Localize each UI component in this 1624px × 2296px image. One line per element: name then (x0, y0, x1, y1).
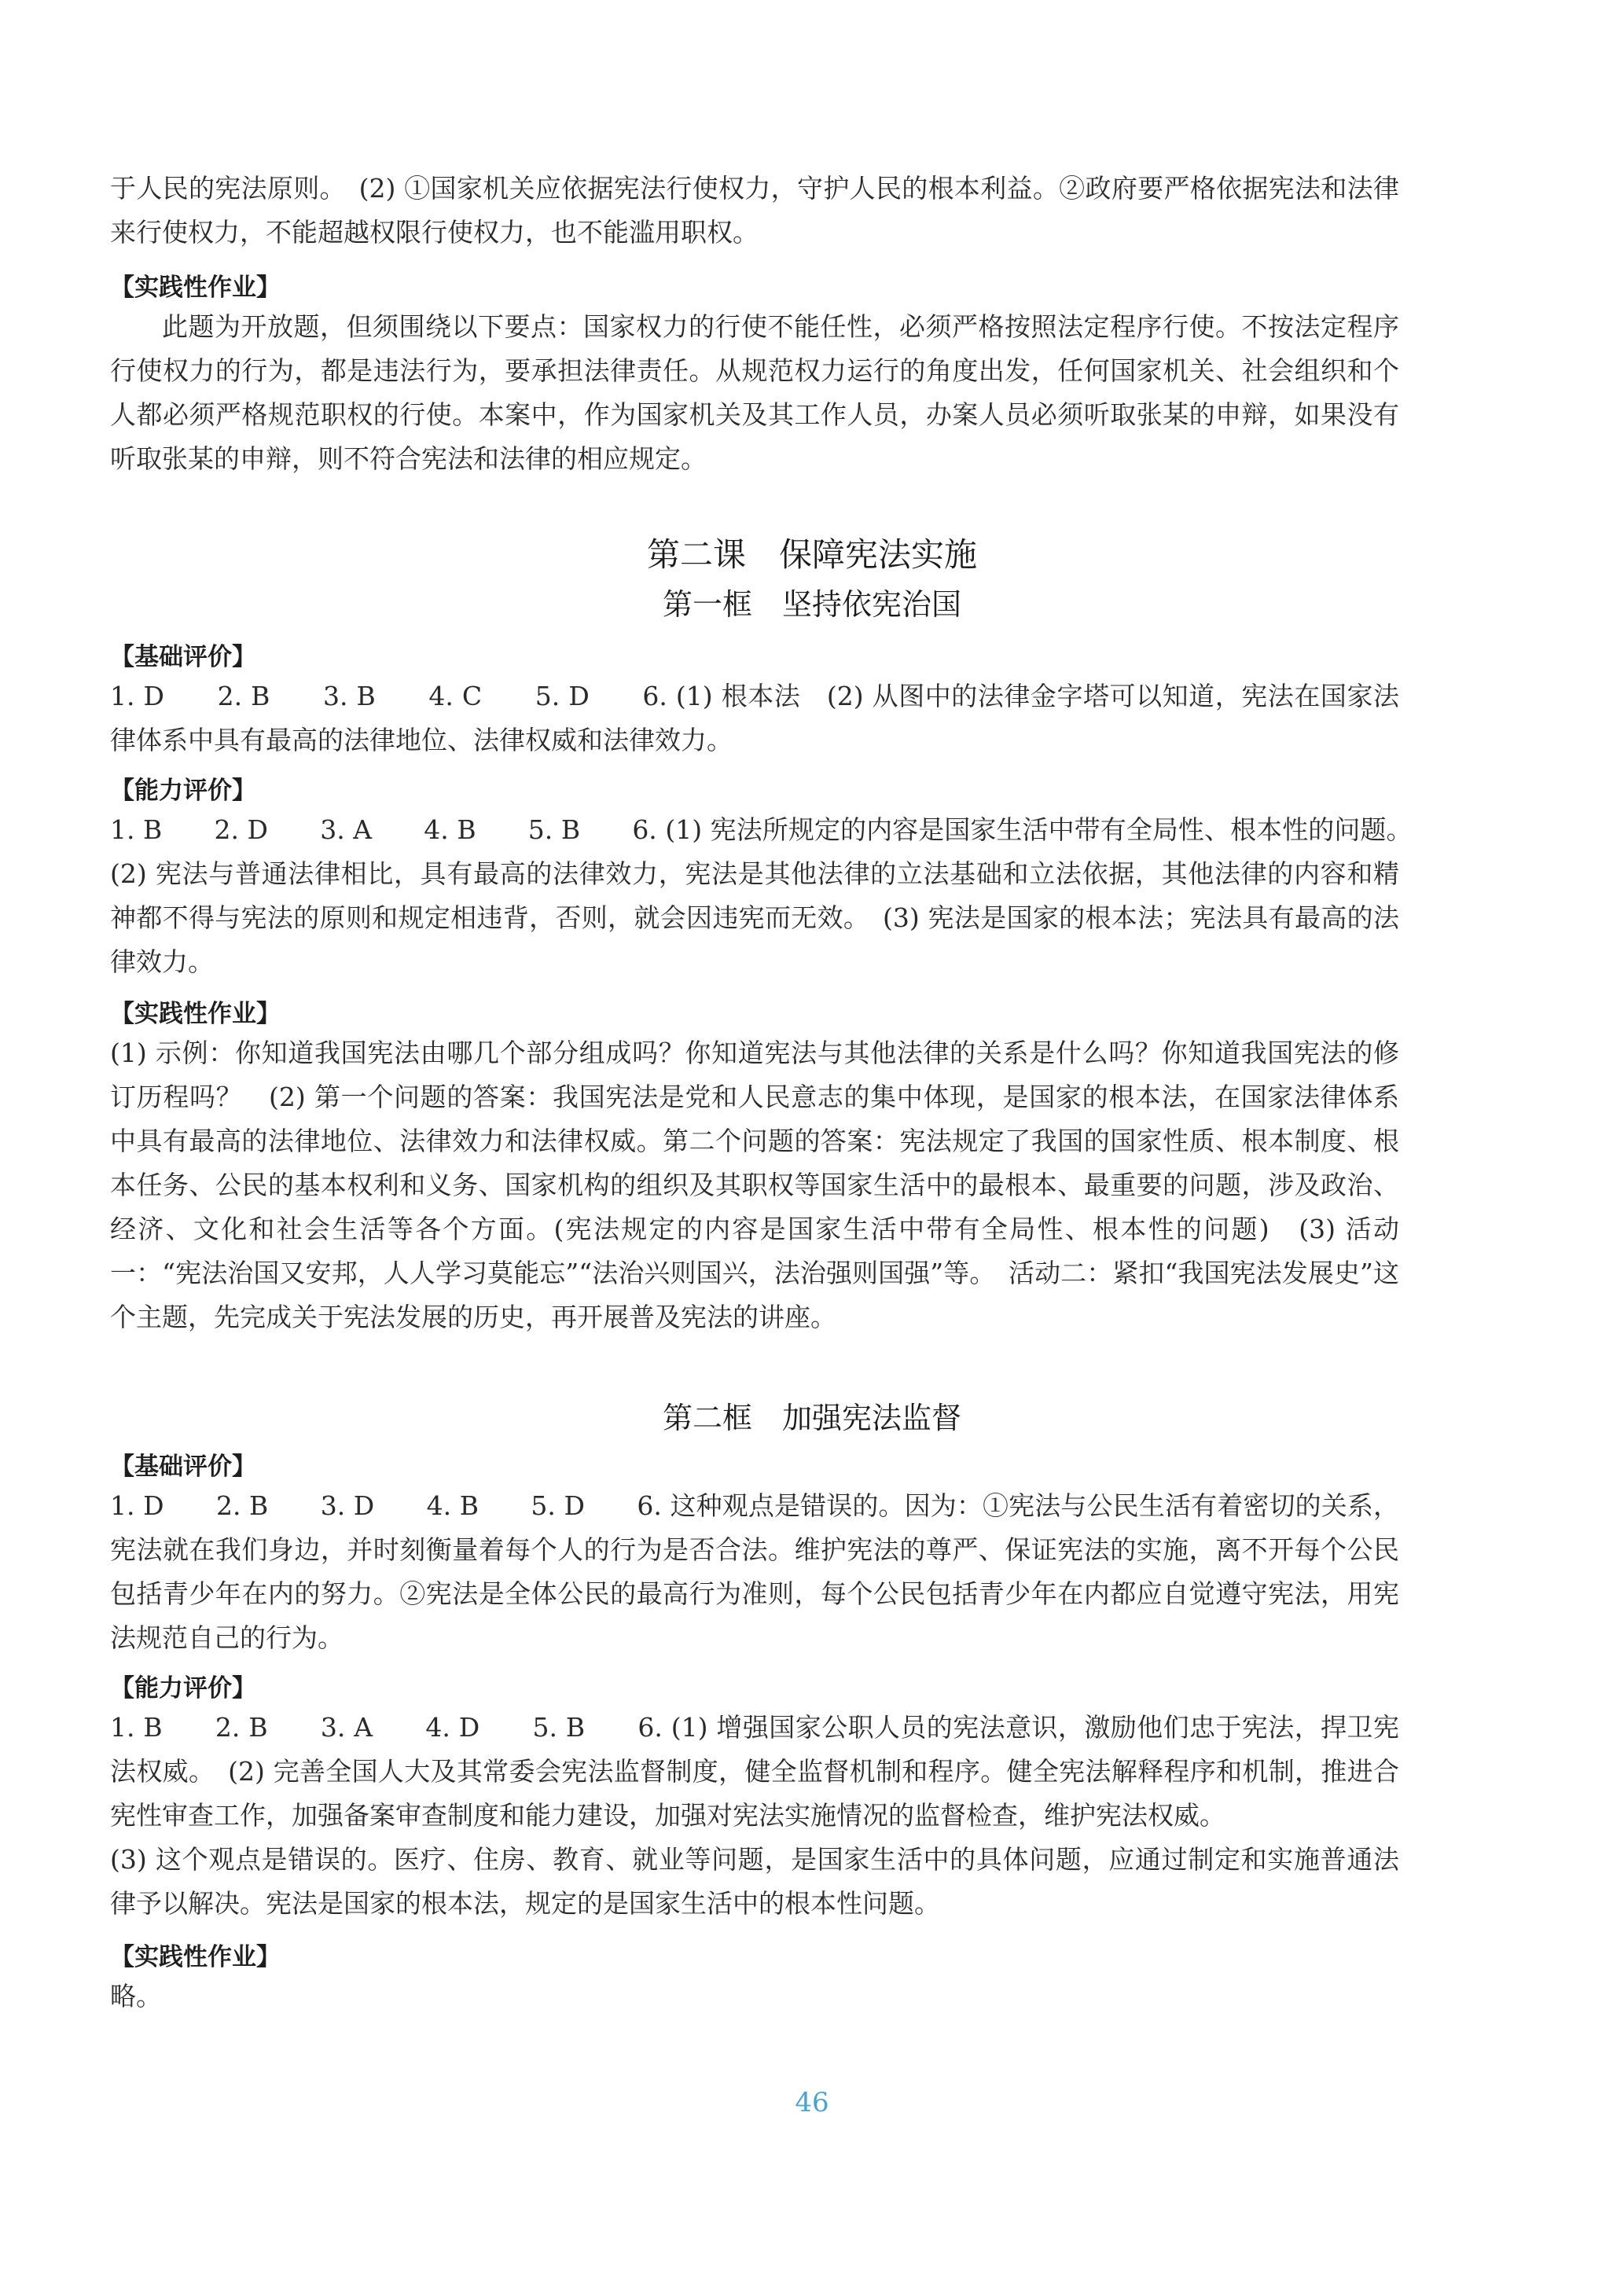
frame2-title: 第二框 加强宪法监督 (662, 1401, 961, 1435)
frame2-ability-heading: 【能力评价】 (110, 1674, 256, 1703)
frame1-basic-answers: 1. D 2. B 3. B 4. C 5. D 6. (1) 根本法 (2) 从图中的法律金字塔可以知道，宪法在国家法律体系中具有最高的法律地位、法律权威和法律效力。 (110, 681, 1399, 755)
frame2-practice-answer: 略。 (110, 1981, 162, 2011)
frame2-basic-heading: 【基础评价】 (110, 1453, 256, 1481)
frame1-practice-answers: (1) 示例：你知道我国宪法由哪几个部分组成吗？你知道宪法与其他法律的关系是什么吗？你知道我国宪法的修订历程吗？ (2) 第一个问题的答案：我国宪法是党和人民意志的集中体现，是国家的根本法，在国家法律体系中具有最高的法律地位、法律效力和法律权威。第二个问题的答案：宪法规定了我国的国家性质、根本制度、根本任务、公民的基本权利和义务、国家机构的组织及其职权等国家生活中的最根本、最重要的问题，涉及政治、经济、文化和社会生活等各个方面。(宪法规定的内容是国家生活中带有全局性、根本性的问题) (3) 活动一：“宪法治国又安邦，人人学习莫能忘”“法治兴则国兴，法治强则国强”等。 活动二：紧扣“我国宪法发展史”这个主题，先完成关于宪法发展的历史，再开展普及宪法的讲座。 (110, 1038, 1399, 1332)
continuation-paragraph: 于人民的宪法原则。 (2) ①国家机关应依据宪法行使权力，守护人民的根本利益。②政府要严格依据宪法和法律来行使权力，不能超越权限行使权力，也不能滥用职权。 (110, 173, 1399, 248)
lesson-title: 第二课 保障宪法实施 (646, 535, 977, 574)
frame2-ability-answers-1: 1. B 2. B 3. A 4. D 5. B 6. (1) 增强国家公职人员的宪法意识，激励他们忠于宪法，捍卫宪法权威。 (2) 完善全国人大及其常委会宪法监督制度，健全监督机制和程序。健全宪法解释程序和机制，推进合宪性审查工作，加强备案审查制度和能力建设，加强对宪法实施情况的监督检查，维护宪法权威。 (110, 1712, 1399, 1831)
frame1-ability-answers: 1. B 2. D 3. A 4. B 5. B 6. (1) 宪法所规定的内容是国家生活中带有全局性、根本性的问题。 (2) 宪法与普通法律相比，具有最高的法律效力，宪法是其他法律的立法基础和立法依据，其他法律的内容和精神都不得与宪法的原则和规定相违背，否则，就会因违宪而无效。 (3) 宪法是国家的根本法；宪法具有最高的法律效力。 (110, 814, 1425, 977)
practice-heading-intro: 【实践性作业】 (110, 274, 281, 302)
frame1-practice-heading: 【实践性作业】 (110, 1000, 281, 1028)
frame2-practice-heading: 【实践性作业】 (110, 1943, 281, 1971)
practice-paragraph-intro: 此题为开放题，但须围绕以下要点：国家权力的行使不能任性，必须严格按照法定程序行使。不按法定程序行使权力的行为，都是违法行为，要承担法律责任。从规范权力运行的角度出发，任何国家机关、社会组织和个人都必须严格规范职权的行使。本案中，作为国家机关及其工作人员，办案人员必须听取张某的申辩，如果没有听取张某的申辩，则不符合宪法和法律的相应规定。 (110, 311, 1399, 474)
frame1-title: 第一框 坚持依宪治国 (662, 587, 961, 622)
page-number: 46 (795, 2087, 829, 2118)
frame1-basic-heading: 【基础评价】 (110, 643, 256, 671)
frame1-ability-heading: 【能力评价】 (110, 777, 256, 805)
frame2-ability-answers-2: (3) 这个观点是错误的。医疗、住房、教育、就业等问题，是国家生活中的具体问题，应通过制定和实施普通法律予以解决。宪法是国家的根本法，规定的是国家生活中的根本性问题。 (110, 1844, 1399, 1919)
frame2-basic-answers: 1. D 2. B 3. D 4. B 5. D 6. 这种观点是错误的。因为：①宪法与公民生活有着密切的关系，宪法就在我们身边，并时刻衡量着每个人的行为是否合法。维护宪法的尊严、保证宪法的实施，离不开每个公民包括青少年在内的努力。②宪法是全体公民的最高行为准则，每个公民包括青少年在内都应自觉遵守宪法，用宪法规范自己的行为。 (110, 1490, 1399, 1653)
